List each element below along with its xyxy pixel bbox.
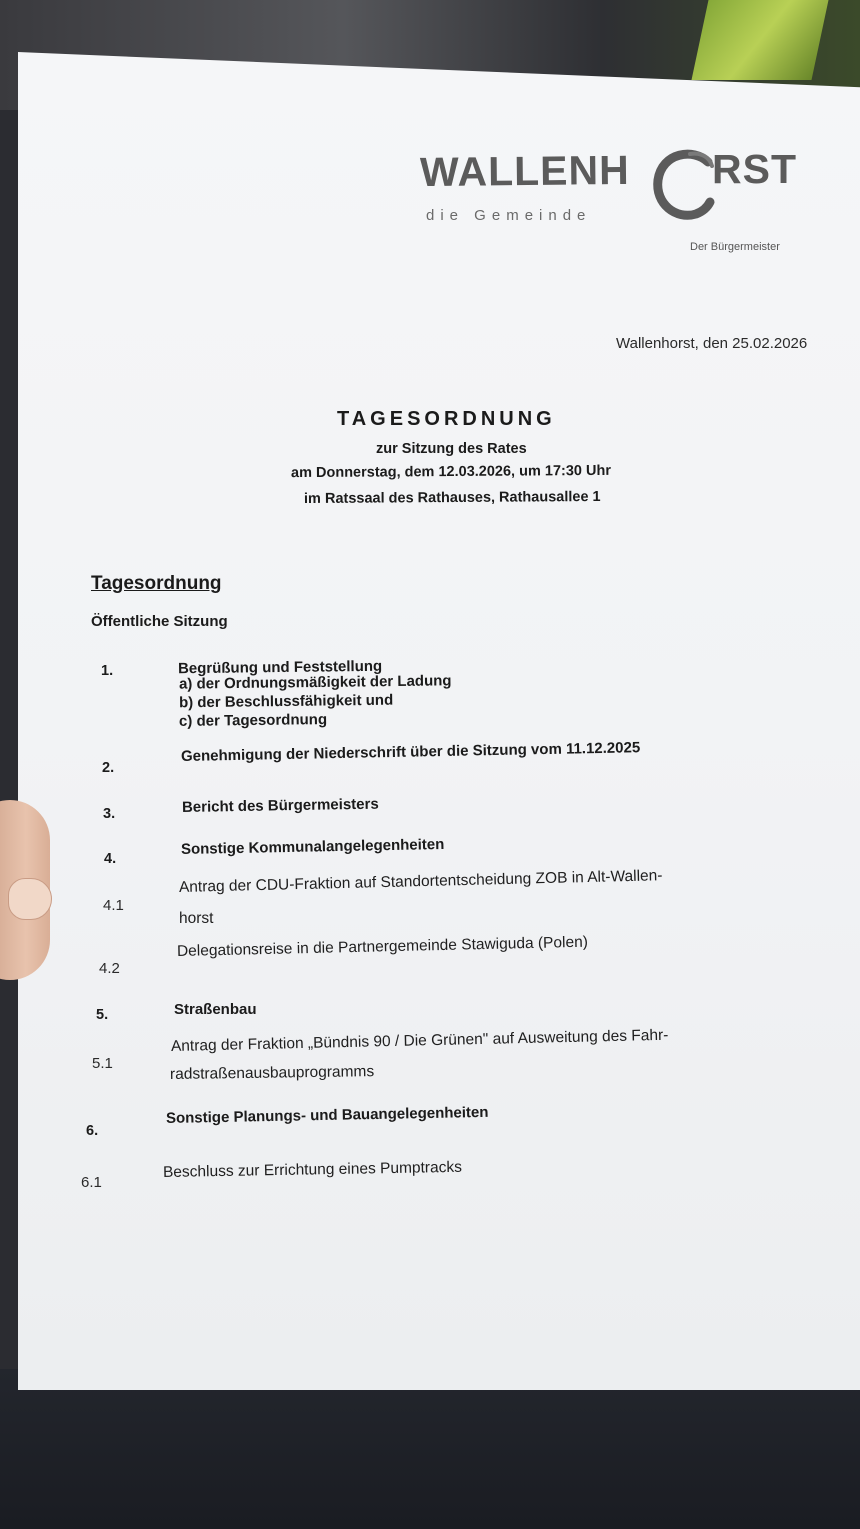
agenda-heading: Tagesordnung (91, 573, 222, 594)
item-text: Begrüßung und Feststellung (177, 657, 383, 678)
item-text: b) der Beschlussfähigkeit und (178, 691, 394, 712)
item-number: 6.1 (81, 1174, 102, 1191)
item-number: 5.1 (92, 1055, 113, 1072)
item-number: 2. (102, 760, 115, 776)
subtitle-line: am Donnerstag, dem 12.03.2026, um 17:30 Uhr (290, 462, 612, 482)
item-text: Sonstige Planungs- und Bauangelegenheiten (165, 1103, 489, 1127)
logo-text-left: WALLENH (419, 146, 630, 196)
item-text: radstraßenausbauprogramms (169, 1063, 375, 1083)
item-number: 5. (96, 1007, 109, 1023)
item-text: Beschluss zur Errichtung eines Pumptracks (162, 1158, 463, 1181)
logo-tagline: die Gemeinde (426, 207, 592, 224)
item-text: horst (179, 910, 214, 927)
subtitle-line: zur Sitzung des Rates (376, 441, 527, 457)
item-text: Genehmigung der Niederschrift über die Sitzung vom 11.12.2025 (180, 739, 641, 765)
item-number: 4.1 (103, 897, 124, 914)
place-date: Wallenhorst, den 25.02.2026 (616, 335, 808, 352)
item-text: Straßenbau (174, 1001, 257, 1018)
item-number: 4. (104, 851, 117, 867)
item-number: 3. (103, 806, 116, 822)
section-label: Öffentliche Sitzung (91, 613, 228, 630)
item-number: 4.2 (99, 960, 120, 977)
subtitle-line: im Ratssaal des Rathauses, Rathausallee 1 (303, 488, 601, 508)
item-number: 1. (101, 663, 114, 679)
logo-text-right: RST (712, 146, 797, 192)
item-text: a) der Ordnungsmäßigkeit der Ladung (178, 672, 452, 693)
item-number: 6. (86, 1123, 99, 1139)
logo-swoosh-icon (650, 148, 720, 224)
item-text: Antrag der Fraktion „Bündnis 90 / Die Grünen" auf Ausweitung des Fahr- (170, 1026, 669, 1055)
item-text: c) der Tagesordnung (178, 711, 328, 730)
item-text: Delegationsreise in die Partnergemeinde Stawiguda (Polen) (176, 933, 589, 960)
document-title: TAGESORDNUNG (337, 408, 556, 430)
office-label: Der Bürgermeister (690, 241, 780, 253)
item-text: Antrag der CDU-Fraktion auf Standortentscheidung ZOB in Alt-Wallen- (178, 867, 663, 896)
item-text: Sonstige Kommunalangelegenheiten (180, 835, 445, 858)
item-text: Bericht des Bürgermeisters (181, 795, 379, 816)
